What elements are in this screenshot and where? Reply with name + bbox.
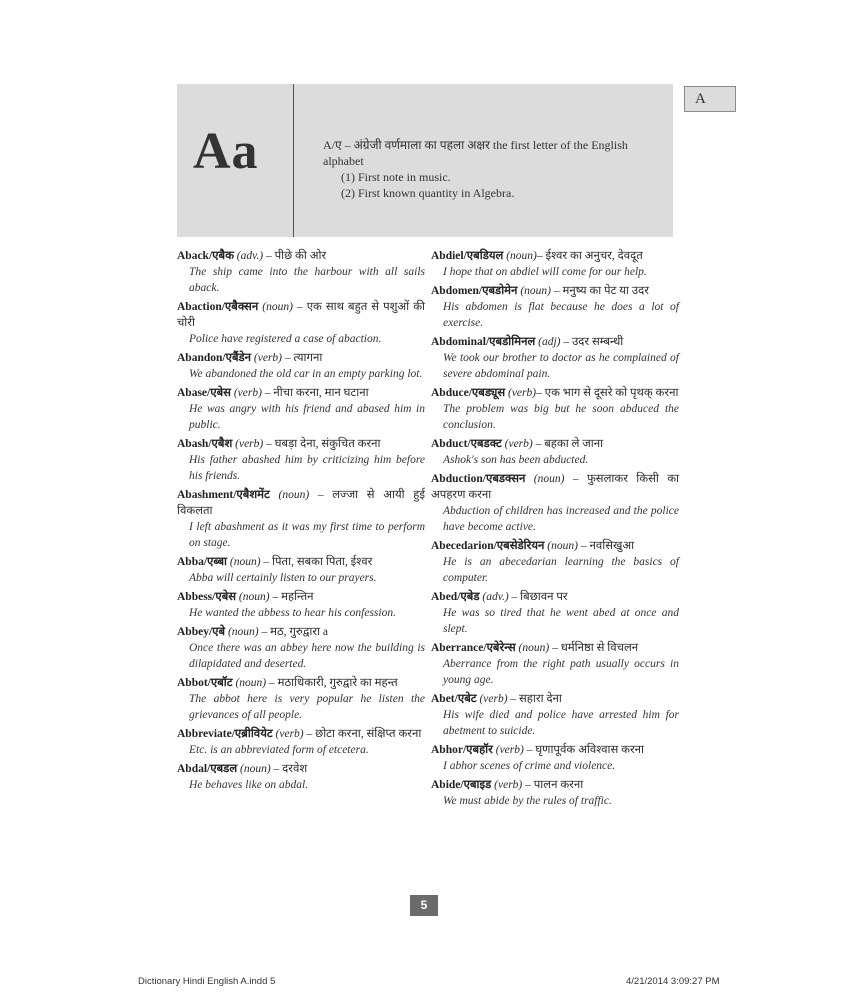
entry-headword: Abet/एबेट — [431, 693, 477, 705]
entry-headword: Abash/एबैश — [177, 438, 233, 450]
entry-headword: Abbess/एबेस — [177, 591, 237, 603]
entry-headline — [177, 487, 425, 519]
entry-headline — [177, 385, 425, 401]
entry-gloss: – नीचा करना, मान घटाना — [261, 387, 369, 399]
entry-gloss: – उदर सम्बन्धी — [560, 336, 624, 348]
entry-headword: Aback/एबैक — [177, 250, 234, 262]
entry-headword: Abbey/एबे — [177, 626, 226, 638]
entry-part-of-speech: (noun) — [547, 540, 578, 552]
entry-headword: Abdal/एबडल — [177, 763, 238, 775]
entry-example: He wanted the abbess to hear his confession. — [189, 607, 396, 619]
header-divider — [293, 84, 294, 237]
entry-example: Abba will certainly listen to our prayers. — [189, 572, 377, 584]
entry-example: He was angry with his friend and abased him in public. — [189, 403, 425, 431]
entry-gloss: – पीछे की ओर — [263, 250, 327, 262]
entry-part-of-speech: (noun) — [533, 473, 565, 485]
dictionary-entry — [431, 471, 679, 535]
entry-gloss: – पालन करना — [522, 779, 584, 791]
entry-headline — [431, 589, 679, 605]
dictionary-entry — [431, 385, 679, 433]
entry-part-of-speech: (noun) — [240, 763, 271, 775]
entry-part-of-speech: (verb) — [235, 438, 264, 450]
entry-part-of-speech: (noun) — [506, 250, 537, 262]
entry-example: Ashok's son has been abducted. — [443, 454, 589, 466]
entry-part-of-speech: (noun) — [518, 642, 550, 654]
section-tab — [684, 86, 736, 112]
entry-headword: Abduce/एबड्यूस — [431, 387, 506, 399]
entry-part-of-speech: (verb) — [275, 728, 304, 740]
entry-part-of-speech: (verb) — [507, 387, 537, 399]
entry-part-of-speech: (noun) — [238, 591, 270, 603]
entry-example: Once there was an abbey here now the building is dilapidated and deserted. — [189, 642, 425, 670]
left-column — [177, 248, 425, 796]
entry-gloss: – सहारा देना — [507, 693, 562, 705]
dictionary-entry — [177, 624, 425, 672]
letter-definition — [323, 137, 663, 201]
dictionary-entry — [177, 726, 425, 758]
dictionary-entry — [431, 436, 679, 468]
footer-file: Dictionary Hindi English A.indd 5 — [138, 976, 276, 987]
entry-gloss: – घबड़ा देना, संकुचित करना — [263, 438, 381, 450]
entry-part-of-speech: (verb) — [253, 352, 283, 364]
entry-example: I left abashment as it was my first time to perform on stage. — [189, 521, 425, 549]
entry-gloss: – दरवेश — [270, 763, 308, 775]
entry-headword: Abecedarion/एबसेडेरियन — [431, 540, 545, 552]
entry-part-of-speech: (noun) — [278, 489, 310, 501]
entry-headline — [431, 777, 679, 793]
entry-gloss: – महन्तिन — [269, 591, 314, 603]
entry-headline — [431, 436, 679, 452]
entry-headline — [431, 538, 679, 554]
entry-example: His father abashed him by criticizing him before his friends. — [189, 454, 425, 482]
dictionary-entry — [431, 538, 679, 586]
entry-example: Abduction of children has increased and the police have become active. — [443, 505, 679, 533]
entry-headline — [177, 624, 425, 640]
section-letter: Aa — [193, 123, 259, 180]
entry-gloss: – धर्मनिष्ठा से विचलन — [549, 642, 639, 654]
entry-gloss: – ईश्वर का अनुचर, देवदूत — [536, 250, 643, 262]
dictionary-entry — [431, 640, 679, 688]
entry-headline — [177, 350, 425, 366]
entry-part-of-speech: (verb) — [479, 693, 508, 705]
entry-part-of-speech: (noun) — [262, 301, 293, 313]
dictionary-entry — [177, 299, 425, 347]
entry-gloss: – एक भाग से दूसरे को पृथक् करना — [536, 387, 679, 399]
dictionary-entry — [177, 436, 425, 484]
dictionary-entry — [431, 777, 679, 809]
entry-example: We must abide by the rules of traffic. — [443, 795, 612, 807]
letter-sense: (1) First note in music. — [341, 170, 451, 184]
entry-headline — [431, 334, 679, 350]
entry-headline — [431, 742, 679, 758]
entry-headword: Abide/एबाइड — [431, 779, 492, 791]
entry-headline — [431, 471, 679, 503]
entry-part-of-speech: (verb) — [504, 438, 533, 450]
entry-headline — [177, 554, 425, 570]
page-number: 5 — [410, 895, 438, 916]
entry-headword: Abdominal/एबडोमिनल — [431, 336, 536, 348]
letter-sense: (2) First known quantity in Algebra. — [341, 186, 515, 200]
entry-gloss: – घृणापूर्वक अविश्वास करना — [523, 744, 645, 756]
dictionary-entry — [177, 248, 425, 296]
footer-timestamp: 4/21/2014 3:09:27 PM — [626, 976, 720, 987]
dictionary-entry — [177, 675, 425, 723]
entry-example: He is an abecedarian learning the basics of computer. — [443, 556, 679, 584]
entry-headword: Abdomen/एबडोमेन — [431, 285, 518, 297]
dictionary-entry — [177, 589, 425, 621]
entry-headword: Abdiel/एबडियल — [431, 250, 504, 262]
dictionary-entry — [177, 350, 425, 382]
entry-gloss: – बहका ले जाना — [532, 438, 604, 450]
dictionary-entry — [177, 761, 425, 793]
entry-example: His wife died and police have arrested him for abetment to suicide. — [443, 709, 679, 737]
dictionary-entry — [431, 283, 679, 331]
entry-headline — [431, 248, 679, 264]
entry-gloss: – पिता, सबका पिता, ईश्वर — [260, 556, 373, 568]
entry-headword: Abaction/एबैक्सन — [177, 301, 259, 313]
entry-part-of-speech: (noun) — [229, 556, 261, 568]
entry-part-of-speech: (noun) — [227, 626, 259, 638]
entry-example: I hope that on abdiel will come for our help. — [443, 266, 647, 278]
entry-headword: Abba/एब्बा — [177, 556, 227, 568]
entry-example: I abhor scenes of crime and violence. — [443, 760, 616, 772]
entry-example: He behaves like on abdal. — [189, 779, 309, 791]
right-column — [431, 248, 679, 812]
entry-gloss: – त्यागना — [282, 352, 323, 364]
entry-headline — [177, 589, 425, 605]
entry-headline — [177, 761, 425, 777]
entry-headword: Abed/एबेड — [431, 591, 480, 603]
entry-example: We took our brother to doctor as he complained of severe abdominal pain. — [443, 352, 679, 380]
entry-example: The ship came into the harbour with all sails aback. — [189, 266, 425, 294]
entry-example: Aberrance from the right path usually occurs in young age. — [443, 658, 679, 686]
dictionary-entry — [431, 691, 679, 739]
entry-headline — [431, 385, 679, 401]
entry-gloss: – लज्जा से आयी हुई विकलता — [177, 489, 425, 517]
entry-headline — [177, 299, 425, 331]
entry-headword: Abashment/एबैशमेंट — [177, 489, 270, 501]
dictionary-entry — [431, 589, 679, 637]
entry-example: Etc. is an abbreviated form of etcetera. — [189, 744, 369, 756]
entry-part-of-speech: (adv.) — [482, 591, 509, 603]
entry-gloss: – नवसिखुआ — [577, 540, 635, 552]
entry-headword: Abbot/एबॉट — [177, 677, 233, 689]
entry-gloss: – बिछावन पर — [508, 591, 568, 603]
entry-gloss: – एक साथ बहुत से पशुओं की चोरी — [177, 301, 426, 329]
entry-part-of-speech: (verb) — [494, 779, 523, 791]
entry-example: Police have registered a case of abaction. — [189, 333, 382, 345]
entry-headword: Abhor/एबहॉर — [431, 744, 493, 756]
entry-headword: Abduct/एबडक्ट — [431, 438, 502, 450]
dictionary-entry — [431, 742, 679, 774]
dictionary-entry — [431, 248, 679, 280]
dictionary-entry — [431, 334, 679, 382]
entry-part-of-speech: (verb) — [495, 744, 524, 756]
entry-headword: Abduction/एबडक्सन — [431, 473, 526, 485]
entry-example: The problem was big but he soon abduced the conclusion. — [443, 403, 679, 431]
entry-part-of-speech: (noun) — [235, 677, 267, 689]
entry-example: The abbot here is very popular he listen the grievances of all people. — [189, 693, 425, 721]
letter-header — [177, 84, 673, 237]
dictionary-entry — [177, 385, 425, 433]
entry-example: We abandoned the old car in an empty parking lot. — [189, 368, 423, 380]
entry-part-of-speech: (verb) — [233, 387, 262, 399]
entry-part-of-speech: (noun) — [520, 285, 551, 297]
section-tab-label: A — [695, 91, 706, 107]
entry-gloss: – फुसलाकर किसी का अपहरण करना — [431, 473, 680, 501]
entry-part-of-speech: (adj) — [538, 336, 561, 348]
entry-headline — [177, 436, 425, 452]
entry-headword: Abbreviate/एब्रीवियेट — [177, 728, 273, 740]
entry-example: His abdomen is flat because he does a lot of exercise. — [443, 301, 679, 329]
entry-headline — [431, 640, 679, 656]
entry-headword: Aberrance/एबेरेन्स — [431, 642, 516, 654]
entry-headword: Abandon/एबैंडेन — [177, 352, 252, 364]
entry-headword: Abase/एबेस — [177, 387, 231, 399]
dictionary-entry — [177, 487, 425, 551]
letter-definition-text: A/ए – अंग्रेजी वर्णमाला का पहला अक्षर the first letter of the English alphabet — [323, 138, 628, 168]
dictionary-entry — [177, 554, 425, 586]
entry-example: He was so tired that he went abed at once and slept. — [443, 607, 679, 635]
entry-gloss: – छोटा करना, संक्षिप्त करना — [303, 728, 422, 740]
entry-headline — [431, 283, 679, 299]
entry-gloss: – मठ, गुरुद्वारा a — [258, 626, 329, 638]
entry-headline — [177, 675, 425, 691]
entry-headline — [177, 248, 425, 264]
entry-gloss: – मनुष्य का पेट या उदर — [550, 285, 649, 297]
entry-headline — [177, 726, 425, 742]
entry-part-of-speech: (adv.) — [236, 250, 264, 262]
entry-gloss: – मठाधिकारी, गुरुद्वारे का महन्त — [266, 677, 398, 689]
entry-headline — [431, 691, 679, 707]
